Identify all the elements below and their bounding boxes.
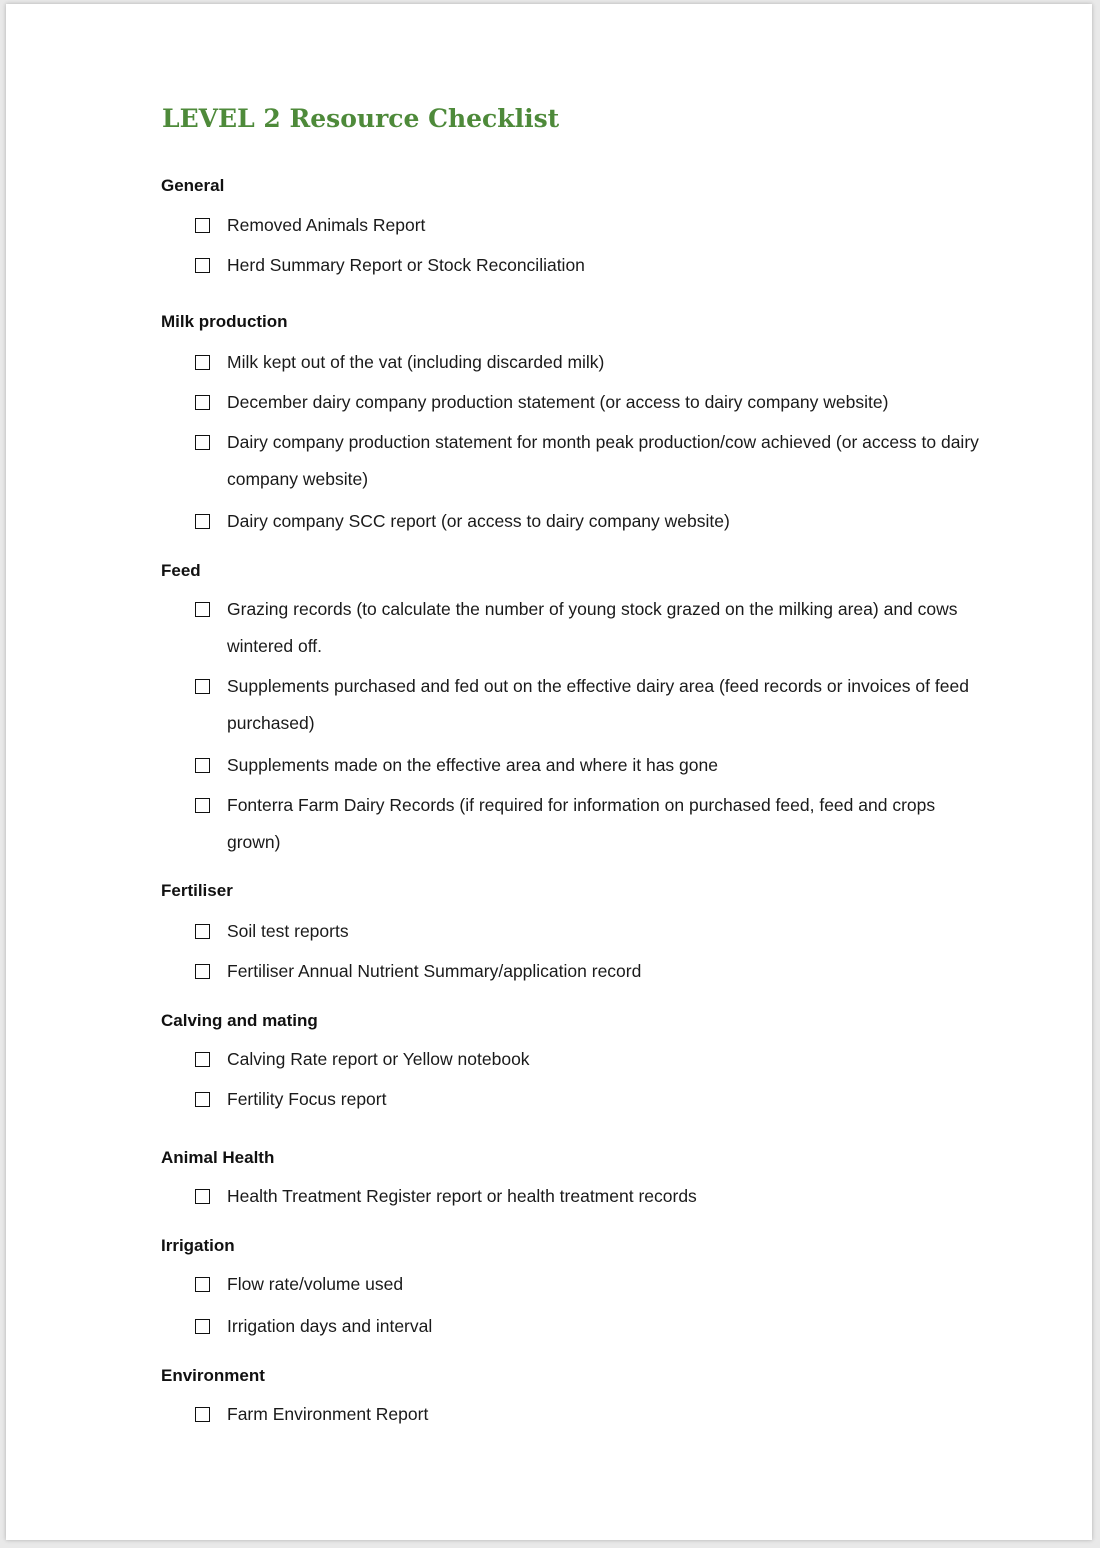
- section-heading-environment: Environment: [161, 1366, 265, 1385]
- section-heading-calving-and-mating: Calving and mating: [161, 1011, 318, 1030]
- checklist-item-label: Milk kept out of the vat (including discarded milk): [227, 352, 605, 372]
- checklist-item-label: Grazing records (to calculate the number of young stock grazed on the milking area) and cows wintered off.: [227, 599, 958, 656]
- checklist-item-label: Fertility Focus report: [227, 1089, 387, 1109]
- checklist-item-label: Irrigation days and interval: [227, 1316, 433, 1336]
- section-heading-general: General: [161, 176, 225, 195]
- checklist-item-label: Removed Animals Report: [227, 215, 426, 235]
- checklist-item-label: Farm Environment Report: [227, 1404, 429, 1424]
- checkbox[interactable]: [195, 355, 210, 370]
- checkbox[interactable]: [195, 435, 210, 450]
- checkbox[interactable]: [195, 395, 210, 410]
- document-page: [6, 4, 1092, 1540]
- checklist-item-label: Supplements purchased and fed out on the effective dairy area (feed records or invoices of feed purchased): [227, 676, 969, 733]
- checkbox[interactable]: [195, 1319, 210, 1334]
- checkbox[interactable]: [195, 679, 210, 694]
- checklist-item-label: Fonterra Farm Dairy Records (if required for information on purchased feed, feed and crops grown): [227, 795, 936, 852]
- section-heading-feed: Feed: [161, 561, 201, 580]
- section-heading-fertiliser: Fertiliser: [161, 881, 233, 900]
- checklist-item-label: Soil test reports: [227, 921, 349, 941]
- checkbox[interactable]: [195, 1189, 210, 1204]
- document-title: LEVEL 2 Resource Checklist: [162, 104, 560, 133]
- checklist-item-label: Fertiliser Annual Nutrient Summary/application record: [227, 961, 642, 981]
- checkbox[interactable]: [195, 258, 210, 273]
- checkbox[interactable]: [195, 964, 210, 979]
- checkbox[interactable]: [195, 602, 210, 617]
- checklist-item-label: Herd Summary Report or Stock Reconciliation: [227, 255, 585, 275]
- checkbox[interactable]: [195, 1052, 210, 1067]
- checkbox[interactable]: [195, 924, 210, 939]
- checklist-item-label: Dairy company SCC report (or access to dairy company website): [227, 511, 730, 531]
- checkbox[interactable]: [195, 1407, 210, 1422]
- checkbox[interactable]: [195, 514, 210, 529]
- checkbox[interactable]: [195, 1277, 210, 1292]
- checkbox[interactable]: [195, 758, 210, 773]
- checkbox[interactable]: [195, 218, 210, 233]
- checklist-item-label: Supplements made on the effective area and where it has gone: [227, 755, 718, 775]
- checklist-item-label: Flow rate/volume used: [227, 1274, 404, 1294]
- checklist-item-label: Dairy company production statement for month peak production/cow achieved (or access to dairy company website): [227, 432, 979, 489]
- section-heading-animal-health: Animal Health: [161, 1148, 275, 1167]
- checklist-item-label: Calving Rate report or Yellow notebook: [227, 1049, 530, 1069]
- checkbox[interactable]: [195, 798, 210, 813]
- checklist-item-label: Health Treatment Register report or health treatment records: [227, 1186, 697, 1206]
- section-heading-milk-production: Milk production: [161, 312, 288, 331]
- checkbox[interactable]: [195, 1092, 210, 1107]
- checklist-item-label: December dairy company production statement (or access to dairy company website): [227, 392, 889, 412]
- section-heading-irrigation: Irrigation: [161, 1236, 235, 1255]
